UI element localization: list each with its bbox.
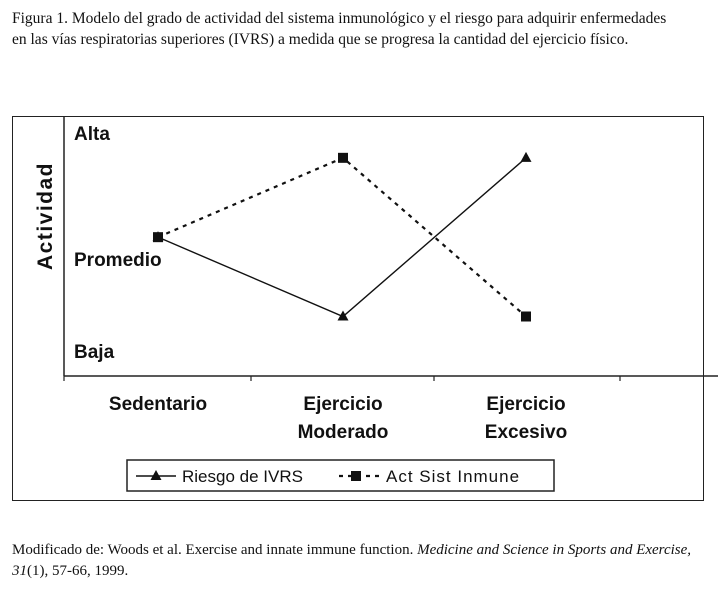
- axes: [34, 116, 718, 443]
- legend: [127, 460, 554, 491]
- y-level-label: Promedio: [74, 250, 162, 271]
- x-tick-label: Ejercicio: [486, 394, 566, 415]
- series-line-0: [158, 158, 526, 317]
- series-line-1: [158, 158, 526, 317]
- source-note: [12, 540, 717, 582]
- caption-line-2: en las vías respiratorias superiores (IVRS) a medida que se progresa la cantidad del ejercicio físico.: [12, 31, 629, 48]
- x-tick-label: Sedentario: [108, 394, 208, 415]
- source-prefix: Modificado de: Woods et al. Exercise and innate immune function.: [12, 542, 418, 558]
- source-issue: (1), 57-66, 1999.: [27, 563, 129, 579]
- data-point-triangle: [521, 152, 532, 162]
- legend-label-riesgo: Riesgo de IVRS: [182, 467, 303, 486]
- data-point-square: [338, 153, 348, 163]
- source-journal: Medicine and Science in Sports and Exercise, 31: [12, 542, 692, 579]
- y-level-label: Alta: [74, 124, 110, 145]
- x-tick-label: Moderado: [297, 422, 389, 443]
- legend-marker-square: [351, 471, 361, 481]
- caption-line-1: Figura 1. Modelo del grado de actividad del sistema inmunológico y el riesgo para adquirir enfermedades: [12, 10, 667, 27]
- legend-label-inmune: Act Sist Inmune: [386, 467, 521, 486]
- data-point-square: [153, 232, 163, 242]
- x-tick-label: Ejercicio: [303, 394, 383, 415]
- series-layer: [153, 152, 532, 322]
- data-point-square: [521, 312, 531, 322]
- y-level-label: Baja: [74, 342, 115, 363]
- y-axis-title: Actividad: [34, 161, 57, 271]
- x-tick-label: Excesivo: [484, 422, 568, 443]
